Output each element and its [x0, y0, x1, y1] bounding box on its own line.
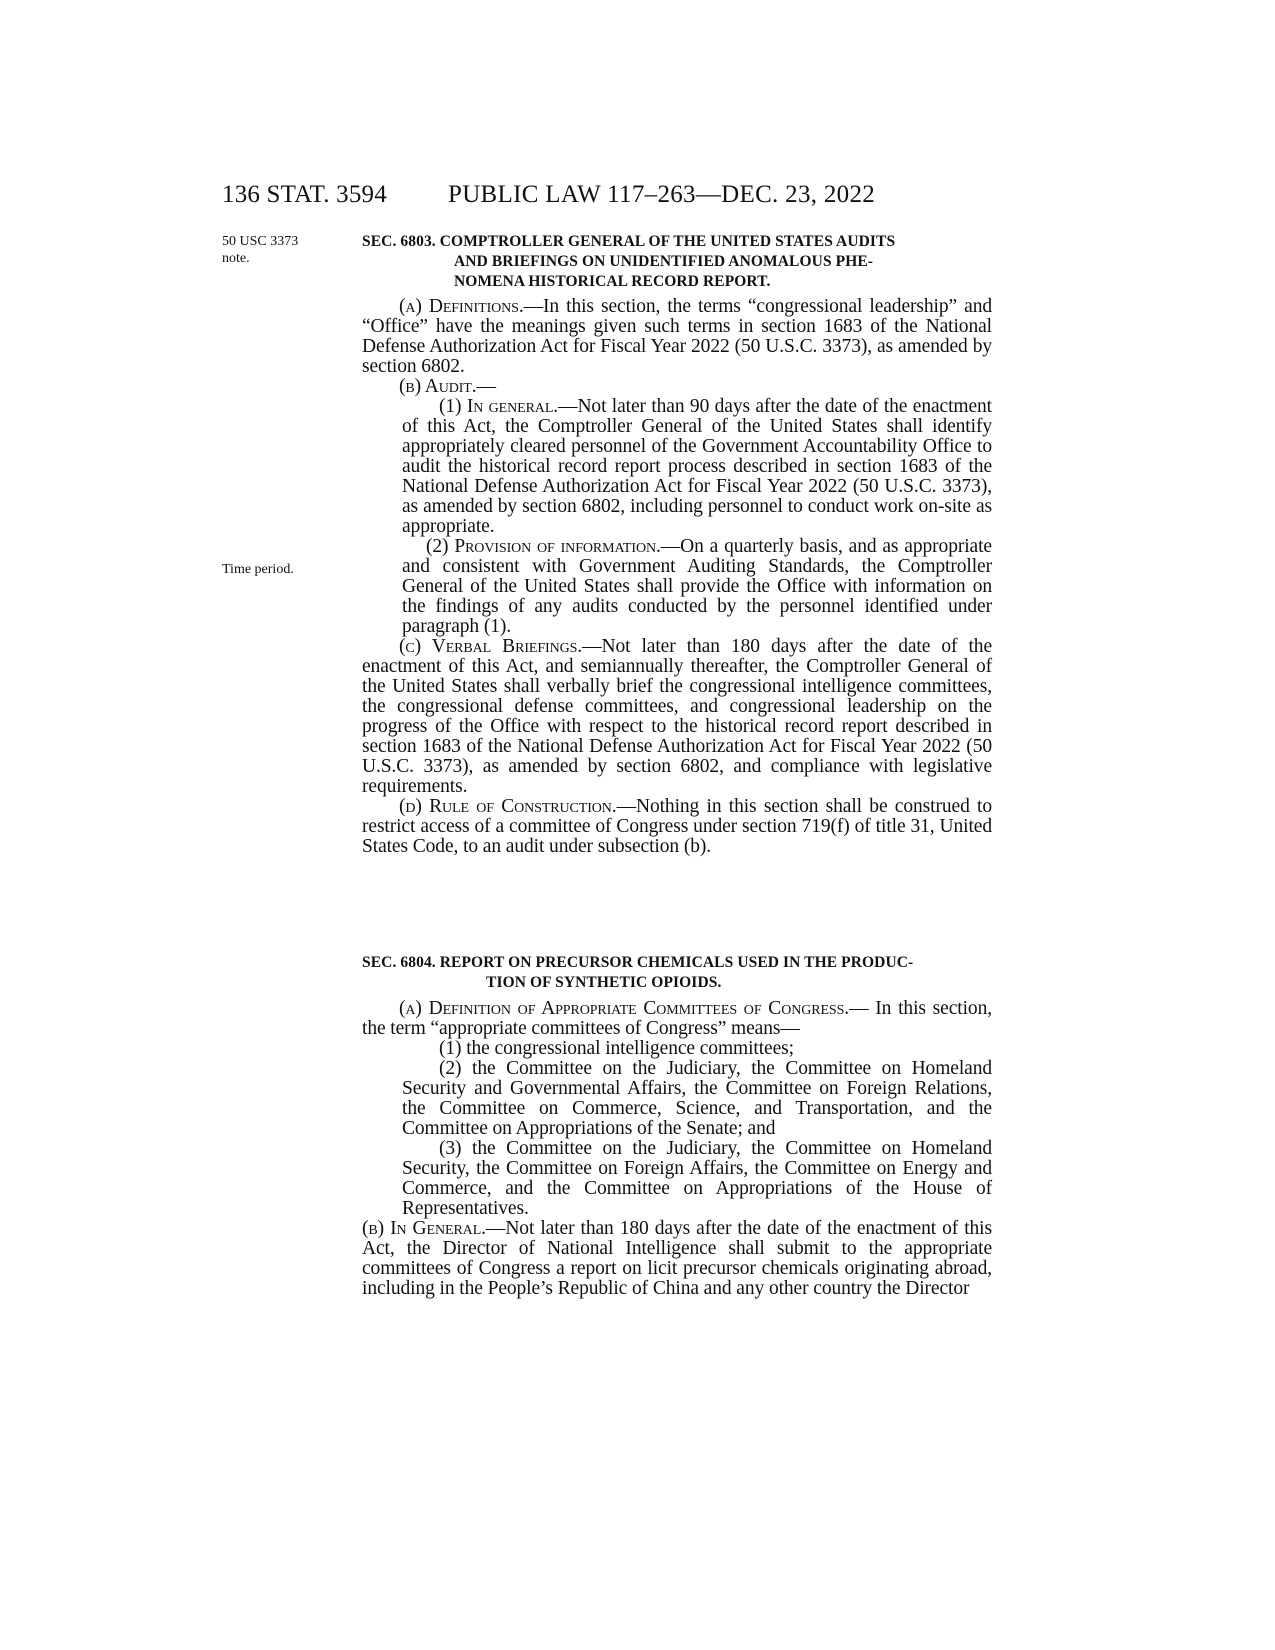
paragraph-b1-caption: (1) In general. [439, 396, 559, 417]
subsection-a-text: — In this section, the term “appropriate committees of Congress” means— [362, 998, 992, 1039]
margin-note-time-period: Time period. [222, 562, 294, 577]
paragraph-a2-text: (2) the Committee on the Judiciary, the Committee on Homeland Security and Governmental Affairs, the Committee on Foreign Relations, the Committee on Commerce, Science, and Transportation, and the Committee on Appropriations of the Senate; and [402, 1058, 992, 1139]
subsection-d-caption: (d) Rule of Construction. [399, 796, 617, 817]
section-6803 [362, 232, 992, 857]
subsection-c-text: —Not later than 180 days after the date of the enactment of this Act, and semiannually thereafter, the Comptroller General of the United States shall verbally brief the congressional intelligence committees, the congressional defense committees, and congressional leadership on the progress of the Office with respect to the historical record report described in section 1683 of the National Defense Authorization Act for Fiscal Year 2022 (50 U.S.C. 3373), as amended by section 6802, and compliance with legislative requirements. [362, 636, 992, 797]
subsection-a-text: —In this section, the terms “congressional leadership” and “Office” have the meanings given such terms in section 1683 of the National Defense Authorization Act for Fiscal Year 2022 (50 U.S.C. 3373), as amended by section 6802. [362, 296, 992, 377]
paragraph-b2 [362, 537, 992, 637]
margin-note-usc [222, 233, 298, 267]
subsection-c-briefings [362, 637, 992, 797]
paragraph-b2-text: —On a quarterly basis, and as appropriate and consistent with Government Auditing Standards, the Comptroller General of the United States shall provide the Office with information on the findings of any audits conducted by the personnel identified under paragraph (1). [402, 536, 992, 637]
paragraph-b2-caption: (2) Provision of information. [426, 536, 661, 557]
stat-page-number: 136 STAT. 3594 [222, 181, 387, 208]
section-6803-heading [362, 232, 992, 292]
subsection-b-audit [362, 377, 992, 397]
subsection-d-text: —Nothing in this section shall be construed to restrict access of a committee of Congress under section 719(f) of title 31, United States Code, to an audit under subsection (b). [362, 796, 992, 857]
paragraph-a3-text: (3) the Committee on the Judiciary, the Committee on Homeland Security, the Committee on Foreign Affairs, the Committee on Energy and Commerce, and the Committee on Appropriations of the House of Representatives. [402, 1138, 992, 1219]
section-6804 [362, 953, 992, 1299]
paragraph-a3 [362, 1139, 992, 1219]
section-6804-heading [362, 953, 992, 993]
paragraph-a2 [362, 1059, 992, 1139]
subsection-d-rule [362, 797, 992, 857]
subsection-a-definition [362, 999, 992, 1039]
subsection-b-caption: (b) In General. [362, 1218, 486, 1239]
section-6803-heading-line2: AND BRIEFINGS ON UNIDENTIFIED ANOMALOUS PHE- [454, 253, 874, 270]
paragraph-b1 [362, 397, 992, 537]
paragraph-a1-text: (1) the congressional intelligence committees; [439, 1038, 794, 1059]
public-law-title: PUBLIC LAW 117–263—DEC. 23, 2022 [448, 181, 876, 208]
section-6804-heading-line1: SEC. 6804. REPORT ON PRECURSOR CHEMICALS USED IN THE PRODUC- [362, 954, 914, 971]
margin-note-usc-line1: 50 USC 3373 [222, 234, 299, 249]
section-6803-heading-line1: SEC. 6803. COMPTROLLER GENERAL OF THE UNITED STATES AUDITS [362, 233, 896, 250]
subsection-b-caption: (b) Audit.— [399, 376, 496, 397]
margin-note-usc-line2: note. [222, 251, 250, 266]
paragraph-b1-text: —Not later than 90 days after the date of the enactment of this Act, the Comptroller General of the United States shall identify appropriately cleared personnel of the Government Accountability Office to audit the historical record report process described in section 1683 of the National Defense Authorization Act for Fiscal Year 2022 (50 U.S.C. 3373), as amended by section 6802, including personnel to conduct work on-site as appropriate. [402, 396, 992, 537]
paragraph-a1 [362, 1039, 992, 1059]
section-6804-heading-line2: TION OF SYNTHETIC OPIOIDS. [486, 974, 722, 991]
subsection-c-caption: (c) Verbal Briefings. [399, 636, 583, 657]
subsection-a-caption: (a) Definition of Appropriate Committees of Congress. [399, 998, 850, 1019]
subsection-a-caption: (a) Definitions. [399, 296, 524, 317]
subsection-b-general [362, 1219, 992, 1299]
page-header [222, 181, 1002, 221]
subsection-b-text: —Not later than 180 days after the date of the enactment of this Act, the Director of National Intelligence shall submit to the appropriate committees of Congress a report on licit precursor chemicals originating abroad, including in the People’s Republic of China and any other country the Director [362, 1218, 992, 1299]
subsection-a-definitions [362, 297, 992, 377]
section-6803-heading-line3: NOMENA HISTORICAL RECORD REPORT. [454, 273, 771, 290]
